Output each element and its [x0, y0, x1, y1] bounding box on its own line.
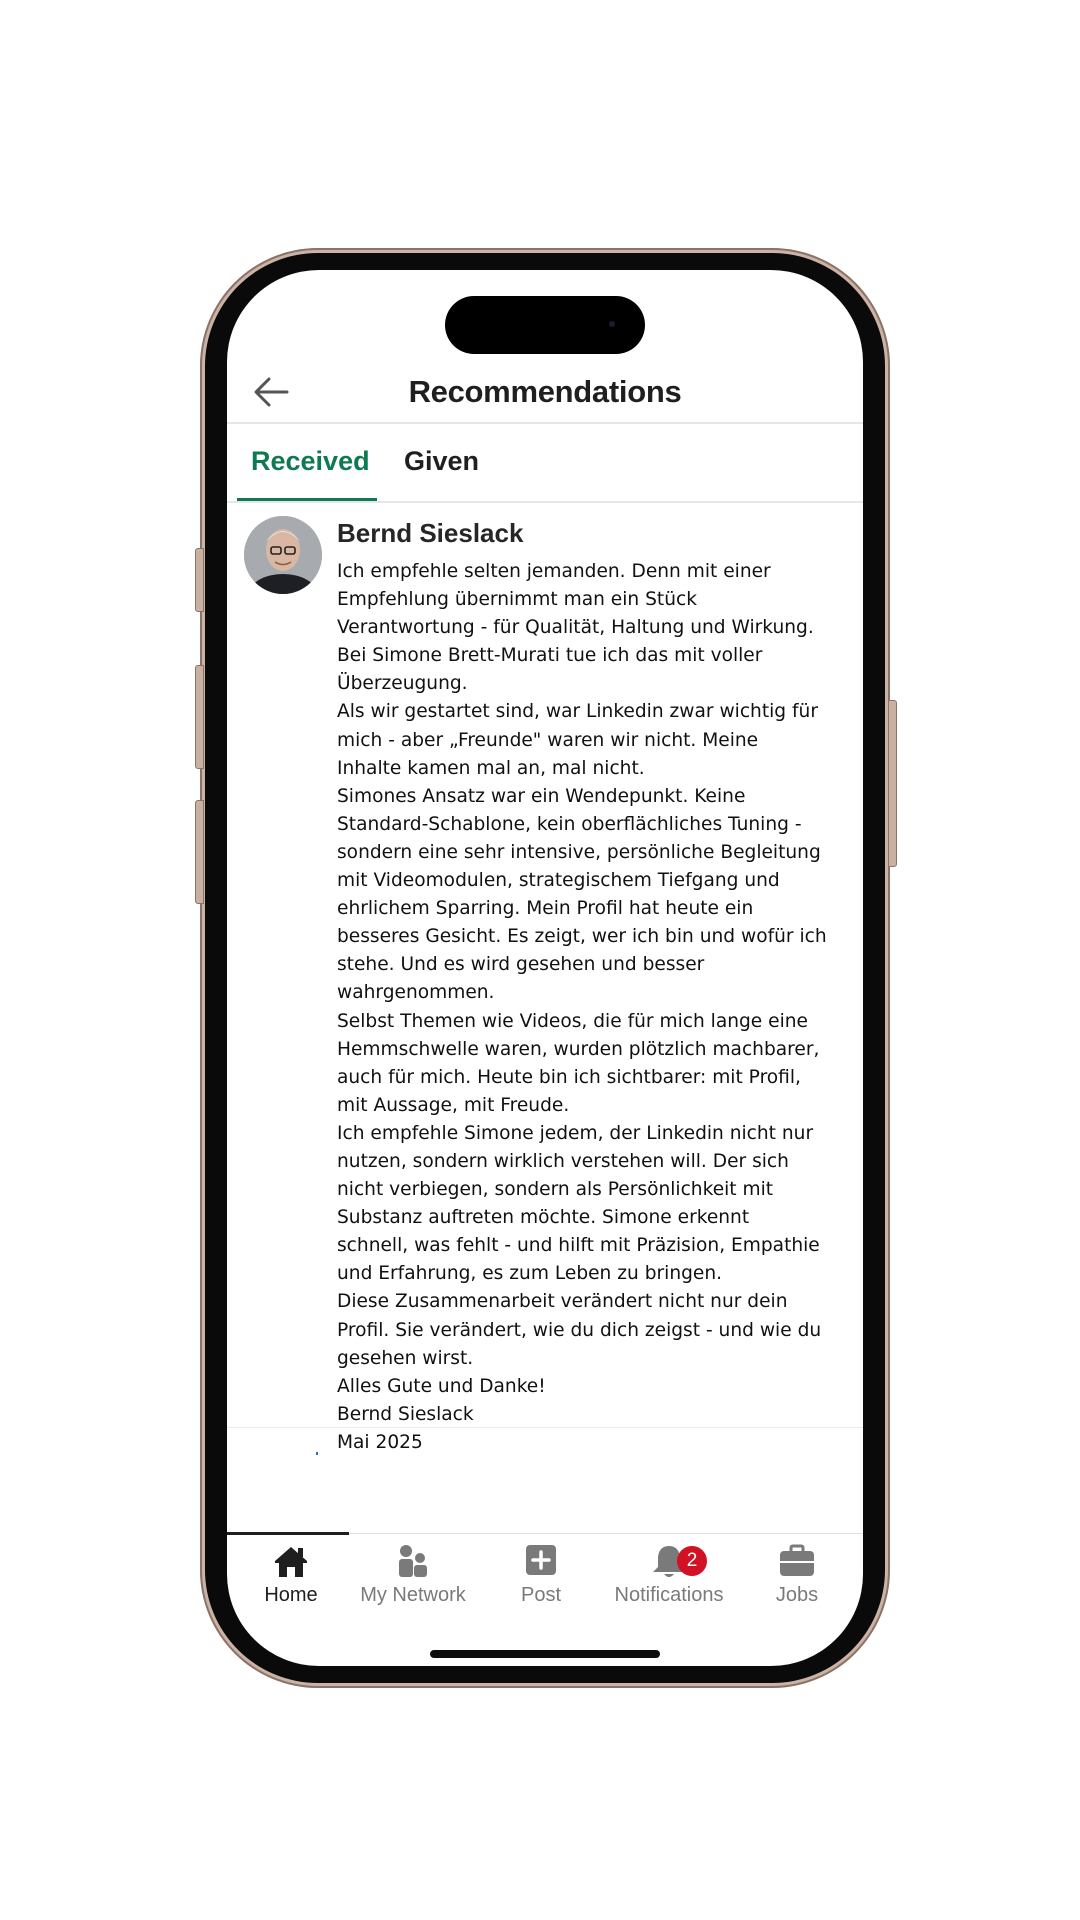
briefcase-icon: [777, 1542, 817, 1580]
home-icon: [271, 1542, 311, 1580]
recommendation-line: ehrlichem Sparring. Mein Profil hat heute ein: [337, 898, 754, 920]
volume-down-button: [195, 800, 204, 904]
header-divider: [227, 422, 863, 424]
recommendation-line: Profil. Sie verändert, wie du dich zeigst - und wie du: [337, 1319, 822, 1341]
recommendation-line: Bernd Sieslack: [337, 1403, 474, 1425]
nav-home[interactable]: [227, 1542, 355, 1607]
recommendation-line: Substanz auftreten möchte. Simone erkennt: [337, 1207, 750, 1229]
recommendation-line: Hemmschwelle waren, wurden plötzlich machbarer,: [337, 1038, 820, 1060]
recommendation-line: stehe. Und es wird gesehen und besser: [337, 954, 705, 976]
bottom-nav: [227, 1533, 863, 1624]
network-icon: [393, 1542, 433, 1580]
recommendation-line: Als wir gestartet sind, war Linkedin zwar wichtig für: [337, 701, 818, 723]
nav-label: Jobs: [775, 1584, 819, 1606]
recommendation-line: mit Aussage, mit Freude.: [337, 1094, 570, 1116]
silent-switch: [195, 548, 204, 612]
page-title: Recommendations: [408, 374, 682, 409]
tab-received[interactable]: Received: [251, 446, 370, 476]
recommendation-line: Bei Simone Brett-Murati tue ich das mit voller: [337, 645, 763, 667]
tab-bar: [227, 438, 863, 502]
power-button: [888, 700, 897, 867]
nav-label: Post: [520, 1584, 562, 1606]
recommendation-line: gesehen wirst.: [337, 1347, 474, 1369]
nav-label: Notifications: [614, 1584, 724, 1606]
recommendation-line: wahrgenommen.: [337, 982, 495, 1004]
tabs-divider: [227, 501, 863, 503]
recommendation-line: Diese Zusammenarbeit verändert nicht nur dein: [337, 1291, 788, 1313]
recommendation-line: auch für mich. Heute bin ich sichtbarer: mit Profil,: [337, 1066, 801, 1088]
dynamic-island: [445, 296, 645, 354]
nav-jobs[interactable]: [733, 1542, 861, 1607]
home-indicator[interactable]: [430, 1650, 660, 1658]
recommendation-line: Überzeugung.: [337, 673, 468, 695]
app-header: [227, 362, 863, 422]
link-marker: [316, 1452, 318, 1455]
recommendation-line: Simones Ansatz war ein Wendepunkt. Keine: [337, 785, 746, 807]
recommendation-line: Ich empfehle Simone jedem, der Linkedin nicht nur: [337, 1122, 814, 1144]
recommendation-line: sondern eine sehr intensive, persönliche Begleitung: [337, 841, 821, 863]
recommendation-line: Standard-Schablone, kein oberflächliches Tuning -: [337, 813, 802, 835]
notification-badge: 2: [677, 1546, 707, 1576]
recommendation-line: Mai 2025: [337, 1431, 423, 1453]
nav-notifications[interactable]: [605, 1542, 733, 1607]
tab-given[interactable]: Given: [404, 446, 480, 476]
recommendation-line: mit Videomodulen, strategischem Tiefgang und: [337, 870, 780, 892]
recommendation-text: [337, 558, 852, 1457]
recommendation-line: besseres Gesicht. Es zeigt, wer ich bin und wofür ich: [337, 926, 827, 948]
nav-post[interactable]: [477, 1542, 605, 1607]
recommendation-line: Alles Gute und Danke!: [337, 1375, 546, 1397]
recommendation-line: Empfehlung übernimmt man ein Stück: [337, 589, 697, 611]
recommender-name[interactable]: Bernd Sieslack: [337, 518, 524, 548]
recommendation-line: nutzen, sondern wirklich verstehen will. Der sich: [337, 1150, 789, 1172]
post-icon: [521, 1542, 561, 1580]
recommendation-line: schnell, was fehlt - und hilft mit Präzision, Empathie: [337, 1235, 820, 1257]
recommendation-line: mich - aber „Freunde" waren wir nicht. Meine: [337, 729, 759, 751]
nav-my-network[interactable]: [349, 1542, 477, 1607]
recommendation-line: Selbst Themen wie Videos, die für mich lange eine: [337, 1010, 808, 1032]
volume-up-button: [195, 665, 204, 769]
phone-screen: [227, 270, 863, 1666]
avatar[interactable]: [244, 516, 322, 594]
nav-active-indicator: [227, 1532, 349, 1535]
recommendation-line: Ich empfehle selten jemanden. Denn mit einer: [337, 561, 771, 582]
recommendation-line: Inhalte kamen mal an, mal nicht.: [337, 757, 645, 779]
nav-label: My Network: [360, 1584, 466, 1606]
recommendation-line: und Erfahrung, es zum Leben zu bringen.: [337, 1263, 723, 1285]
recommendation-line: Verantwortung - für Qualität, Haltung und Wirkung.: [337, 617, 814, 639]
recommendation-line: nicht verbiegen, sondern als Persönlichkeit mit: [337, 1179, 774, 1201]
nav-label: Home: [264, 1584, 318, 1606]
content-divider: [227, 1427, 863, 1428]
